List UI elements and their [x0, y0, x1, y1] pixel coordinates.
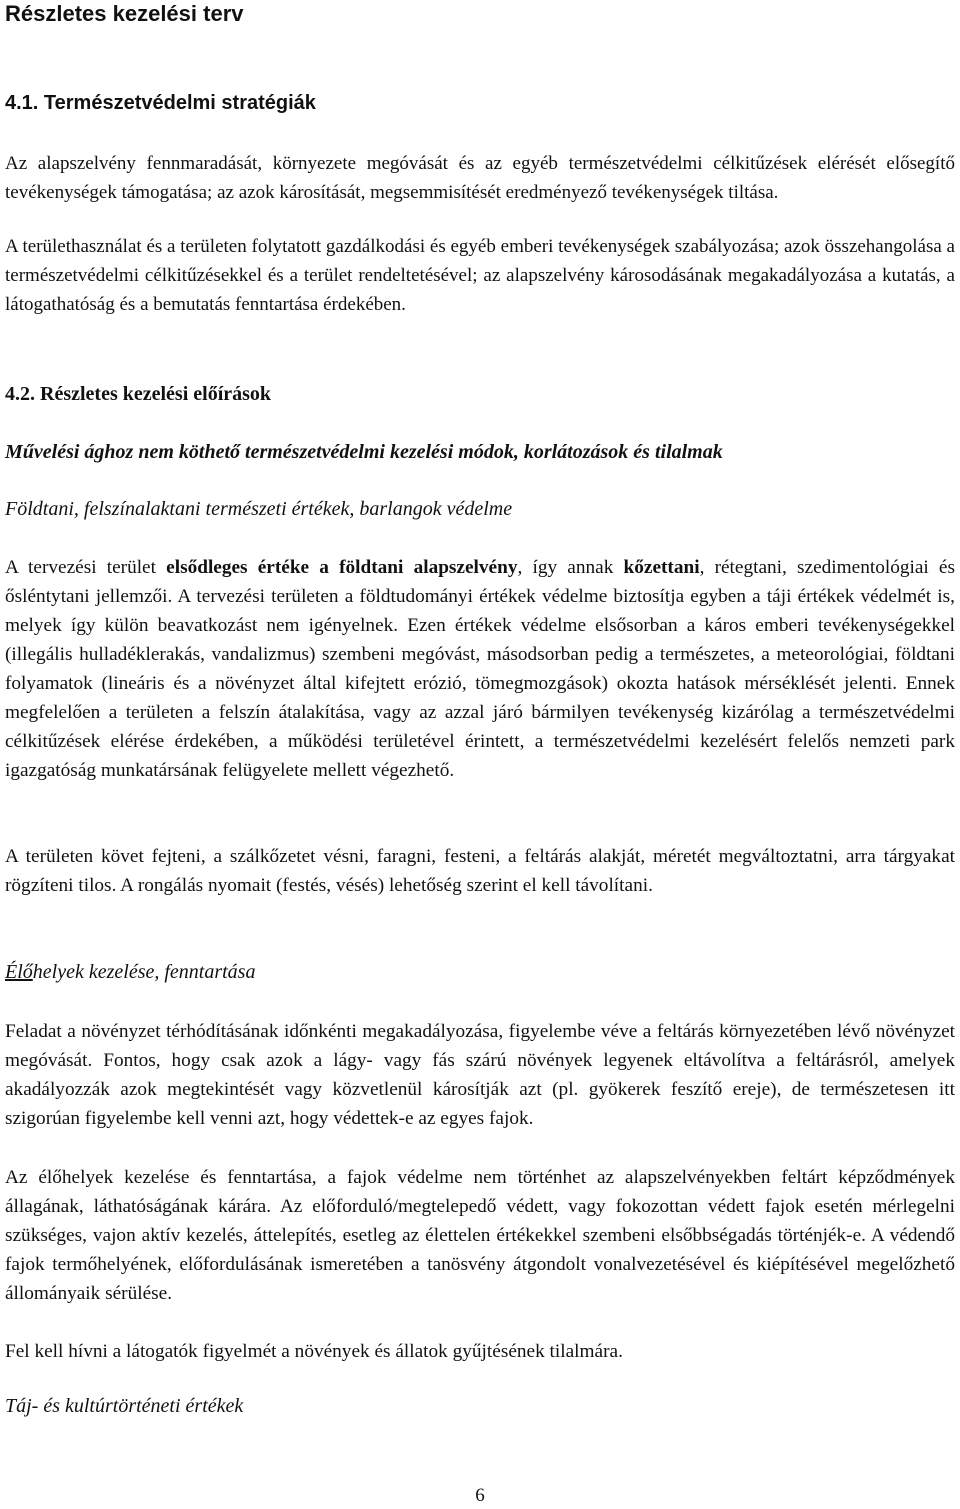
paragraph-geology-1: [5, 553, 955, 785]
paragraph-text: A területhasználat és a területen folytatott gazdálkodási és egyéb emberi tevékenységek szabályozása; azok összehangolása a természetvédelmi célkitűzésekkel és a terület rendeltetésével; az alapszelvény károsodásának megakadályozása a kutatás, a látogathatóság és a bemutatás fenntartása érdekében.: [5, 236, 955, 315]
section-heading-4-2: 4.2. Részletes kezelési előírások: [5, 383, 272, 405]
paragraph-text: Feladat a növényzet térhódításának időnkénti megakadályozása, figyelembe véve a feltárás környezetében lévő növényzet megóvását. Fontos, hogy csak azok a lágy- vagy fás szárú növények legyenek eltávolítva a feltárásról, amelyek akadályozzák azok megtekintését vagy közvetlenül károsítják azt (pl. gyökerek feszítő ereje), de természetesen itt szigorúan figyelembe kell venni azt, hogy védettek-e az egyes fajok.: [5, 1021, 955, 1129]
emphasis-primary-value: elsődleges értéke a földtani alapszelvény: [166, 557, 518, 578]
paragraph-text: Az élőhelyek kezelése és fenntartása, a fajok védelme nem történhet az alapszelvényekben feltárt képződmények állagának, láthatóságának kárára. Az előforduló/megtelepedő védett, vagy fokozottan védett fajok esetén mérlegelni szükséges, vajon aktív kezelés, áttelepítés, esetleg az élettelen értékekkel szembeni elsőbbségadás történjék-e. A védendő fajok termőhelyének, előfordulásának ismeretében a tanösvény átgondolt vonalvezetésével és kiépítésével megelőzhető állományaik sérülése.: [5, 1167, 955, 1304]
paragraph-habitats-3: [5, 1337, 955, 1366]
page-number: 6: [475, 1485, 485, 1506]
subheading-non-cultivation: Művelési ághoz nem köthető természetvédelmi kezelési módok, korlátozások és tilalmak: [5, 441, 723, 463]
paragraph-habitats-1: [5, 1017, 955, 1133]
paragraph-text: A tervezési terület: [5, 557, 167, 578]
paragraph-text: , rétegtani, szedimentológiai és ősléntytani jellemzői. A tervezési területen a földtudományi értékek védelme biztosítja egyben a táji értékek védelmét is, melyek így külön beavatkozást nem igényelnek. Ezen értékek védelme elsősorban a káros emberi tevékenységekkel (illegális hulladéklerakás, vandalizmus) szembeni megóvást, másodsorban pedig a természetes, a meteorológiai, földtani folyamatok (lineáris és a növényzet által kifejtett erózió, tömegmozgások) okozta hatások mérséklését jelenti. Ennek megfelelően a területen a felszín átalakítása, vagy az azzal járó bármilyen tevékenység kizárólag a természetvédelmi célkitűzések elérése érdekében, a működési területével érintett, a természetvédelmi kezelésért felelős nemzeti park igazgatóság munkatársának felügyelete mellett végezhető.: [5, 557, 955, 781]
subheading-habitats: [5, 959, 955, 985]
subheading-geology: Földtani, felszínalaktani természeti értékek, barlangok védelme: [5, 498, 513, 520]
paragraph-habitats-2: [5, 1163, 955, 1308]
section-heading-4-1: 4.1. Természetvédelmi stratégiák: [5, 92, 316, 114]
paragraph-strategy-1: [5, 149, 955, 207]
subheading-landscape: Táj- és kultúrtörténeti értékek: [5, 1395, 244, 1417]
paragraph-text: A területen követ fejteni, a szálkőzetet vésni, faragni, festeni, a feltárás alakját, méretét megváltoztatni, arra tárgyakat rögzíteni tilos. A rongálás nyomait (festés, vésés) lehetőség szerint el kell távolítani.: [5, 846, 955, 896]
page-title: Részletes kezelési terv: [5, 1, 244, 26]
emphasis-lithology: kőzettani: [623, 557, 700, 578]
paragraph-geology-2: [5, 842, 955, 900]
underlined-word: Élő: [5, 961, 33, 983]
paragraph-strategy-2: [5, 232, 955, 319]
paragraph-text: Az alapszelvény fennmaradását, környezete megóvását és az egyéb természetvédelmi célkitűzések elérését elősegítő tevékenységek támogatása; az azok károsítását, megsemmisítését eredményező tevékenységek tiltása.: [5, 153, 955, 203]
paragraph-text: Fel kell hívni a látogatók figyelmét a növények és állatok gyűjtésének tilalmára.: [5, 1341, 623, 1362]
subheading-text: helyek kezelése, fenntartása: [32, 961, 256, 983]
paragraph-text: , így annak: [517, 557, 624, 578]
